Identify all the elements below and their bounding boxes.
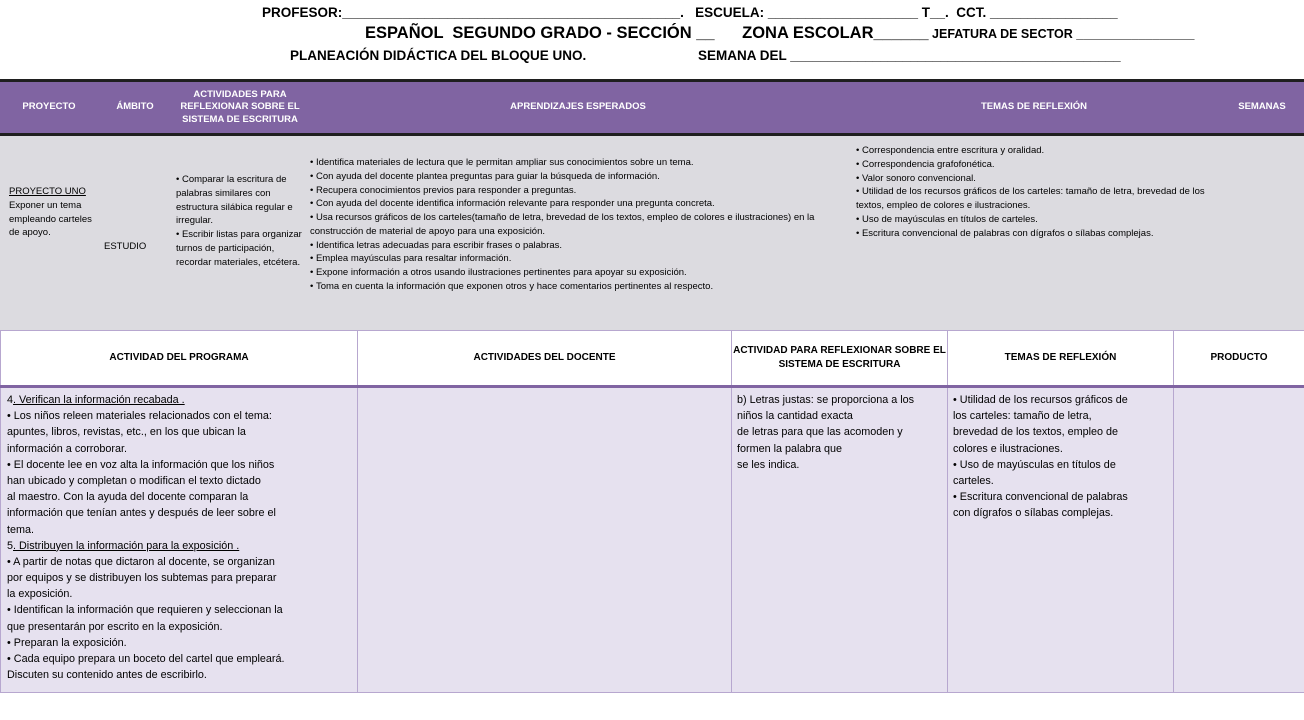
list-item: • Identifican la información que requieren y seleccionan la bbox=[7, 604, 283, 617]
list-item: • Con ayuda del docente identifica información relevante para responder una pregunta concreta. bbox=[310, 197, 842, 211]
list-item: brevedad de los textos, empleo de bbox=[953, 426, 1119, 439]
section-4-title bbox=[7, 392, 351, 408]
list-item: • Usa recursos gráficos de los carteles(tamaño de letra, brevedad de los textos, empleo de colores e ilustraciones) en la construcción de material de apoyo para una exposición. bbox=[310, 211, 842, 239]
header-title-main: ESPAÑOL SEGUNDO GRADO - SECCIÓN __ ZONA ESCOLAR______ bbox=[365, 24, 929, 42]
header-line-profesor: PROFESOR:_____________________________________________. ESCUELA: ____________________ T__. CCT. _________________ bbox=[262, 5, 1118, 20]
header-temas-reflexion: TEMAS DE REFLEXIÓN bbox=[848, 81, 1220, 135]
section-5-number: 5 bbox=[7, 539, 14, 552]
header-jefatura: JEFATURA DE SECTOR _________________ bbox=[928, 27, 1195, 41]
list-item: • Correspondencia grafofonética. bbox=[856, 158, 1214, 172]
cell-temas-reflexion bbox=[948, 387, 1174, 693]
list-item: de letras para que las acomoden y bbox=[737, 426, 903, 439]
list-item: • Valor sonoro convencional. bbox=[856, 172, 1214, 186]
list-item: información que tenían antes y después de leer sobre el bbox=[7, 507, 276, 520]
list-item: la exposición. bbox=[7, 588, 73, 601]
list-item: • Escritura convencional de palabras bbox=[953, 491, 1128, 504]
temas-list bbox=[856, 144, 1214, 240]
header-aprendizajes: APRENDIZAJES ESPERADOS bbox=[308, 81, 848, 135]
list-item: Discuten su contenido antes de escribirlo. bbox=[7, 669, 207, 682]
proyecto-title: PROYECTO UNO bbox=[9, 186, 86, 197]
list-item: b) Letras justas: se proporciona a los bbox=[737, 394, 915, 406]
list-item: • Correspondencia entre escritura y oralidad. bbox=[856, 144, 1214, 158]
list-item: colores e ilustraciones. bbox=[953, 442, 1063, 455]
header-semanas: SEMANAS bbox=[1220, 81, 1304, 135]
cell-actividad-programa bbox=[1, 387, 358, 693]
header-planeacion: PLANEACIÓN DIDÁCTICA DEL BLOQUE UNO. bbox=[290, 48, 587, 63]
cell-actividades-docente[interactable] bbox=[358, 387, 732, 693]
list-item: • Preparan la exposición. bbox=[7, 636, 127, 649]
list-item: por equipos y se distribuyen los subtemas para preparar bbox=[7, 572, 277, 585]
list-item: • Identifica letras adecuadas para escribir frases o palabras. bbox=[310, 239, 842, 253]
list-item: • Cada equipo prepara un boceto del cartel que empleará. bbox=[7, 653, 285, 665]
list-item: • Utilidad de los recursos gráficos de bbox=[953, 394, 1128, 406]
list-item: tema. bbox=[7, 523, 35, 536]
section-5-heading: . Distribuyen la información para la exposición . bbox=[13, 539, 240, 552]
list-item: al maestro. Con la ayuda del docente comparan la bbox=[7, 491, 249, 504]
header-title bbox=[365, 24, 1304, 43]
header-temas-reflexion-2: TEMAS DE REFLEXIÓN bbox=[948, 331, 1174, 387]
cell-producto[interactable] bbox=[1174, 387, 1304, 693]
list-item: apuntes, libros, revistas, etc., en los que ubican la bbox=[7, 426, 246, 439]
actividades-list bbox=[176, 173, 302, 269]
header-actividades-docente: ACTIVIDADES DEL DOCENTE bbox=[358, 331, 732, 387]
list-item: • El docente lee en voz alta la información que los niños bbox=[7, 458, 275, 471]
list-item: • Recupera conocimientos previos para responder a preguntas. bbox=[310, 184, 842, 198]
list-item: • Expone información a otros usando ilustraciones pertinentes para apoyar su exposición. bbox=[310, 266, 842, 280]
list-item: carteles. bbox=[953, 474, 994, 487]
section-4-heading: . Verifican la información recabada . bbox=[13, 394, 185, 406]
header-actividad-programa: ACTIVIDAD DEL PROGRAMA bbox=[1, 331, 358, 387]
list-item: • A partir de notas que dictaron al docente, se organizan bbox=[7, 555, 275, 568]
list-item: • Comparar la escritura de palabras similares con estructura silábica regular e irregular. bbox=[176, 173, 302, 228]
actividades-header-row bbox=[1, 331, 1304, 387]
list-item: • Escritura convencional de palabras con dígrafos o sílabas complejas. bbox=[856, 227, 1214, 241]
list-item: • Los niños releen materiales relacionados con el tema: bbox=[7, 410, 272, 423]
planeacion-table bbox=[0, 79, 1304, 365]
list-item: • Uso de mayúsculas en títulos de bbox=[953, 458, 1116, 471]
list-item: • Identifica materiales de lectura que le permitan ampliar sus conocimientos sobre un tema. bbox=[310, 156, 842, 170]
list-item: se les indica. bbox=[737, 458, 800, 471]
list-item: los carteles: tamaño de letra, bbox=[953, 410, 1092, 423]
header-planeacion-line bbox=[290, 48, 1304, 63]
list-item: niños la cantidad exacta bbox=[737, 410, 853, 423]
header-semana: SEMANA DEL ____________________________________________ bbox=[698, 48, 1121, 63]
actividades-table bbox=[0, 330, 1304, 693]
header-producto: PRODUCTO bbox=[1174, 331, 1304, 387]
list-item: • Utilidad de los recursos gráficos de los carteles: tamaño de letra, brevedad de los textos, empleo de colores e ilustraciones. bbox=[856, 185, 1214, 213]
aprendizajes-list bbox=[310, 156, 842, 294]
list-item: con dígrafos o sílabas complejas. bbox=[953, 507, 1114, 520]
table-row bbox=[1, 387, 1304, 693]
list-item: que presentarán por escrito en la exposición. bbox=[7, 620, 223, 633]
header-proyecto: PROYECTO bbox=[0, 81, 98, 135]
header-actividades-reflexionar: ACTIVIDADES PARA REFLEXIONAR SOBRE EL SISTEMA DE ESCRITURA bbox=[172, 81, 308, 135]
section-4-number: 4 bbox=[7, 394, 14, 406]
list-item: formen la palabra que bbox=[737, 442, 843, 455]
cell-ambito: ESTUDIO bbox=[98, 135, 172, 364]
header-actividad-reflexionar: ACTIVIDAD PARA REFLEXIONAR SOBRE EL SISTEMA DE ESCRITURA bbox=[732, 331, 948, 387]
proyecto-desc: Exponer un tema empleando carteles de apoyo. bbox=[9, 199, 92, 239]
list-item: • Escribir listas para organizar turnos de participación, recordar materiales, etcétera. bbox=[176, 228, 302, 269]
list-item: • Emplea mayúsculas para resaltar información. bbox=[310, 252, 842, 266]
list-item: • Uso de mayúsculas en títulos de carteles. bbox=[856, 213, 1214, 227]
section-5-title bbox=[7, 538, 351, 554]
planeacion-header-row bbox=[0, 81, 1304, 135]
list-item: han ubicado y completan o modifican el texto dictado bbox=[7, 474, 261, 487]
list-item: información a corroborar. bbox=[7, 442, 128, 455]
header-ambito: ÁMBITO bbox=[98, 81, 172, 135]
cell-actividad-reflexionar bbox=[732, 387, 948, 693]
list-item: • Toma en cuenta la información que exponen otros y hace comentarios pertinentes al respecto. bbox=[310, 280, 842, 294]
list-item: • Con ayuda del docente plantea preguntas para guiar la búsqueda de información. bbox=[310, 170, 842, 184]
